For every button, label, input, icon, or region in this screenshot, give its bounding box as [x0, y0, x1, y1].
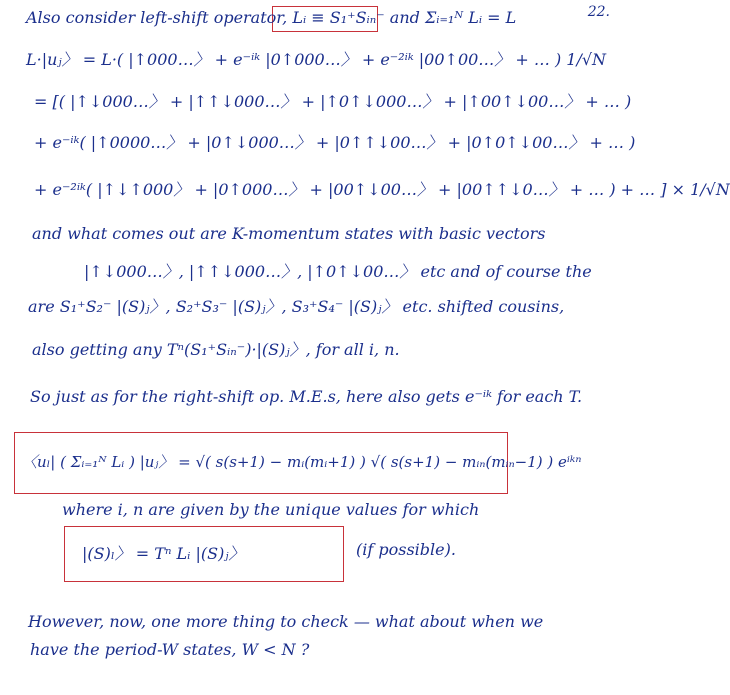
line-8: are S₁⁺S₂⁻ |(S)ⱼ〉, S₂⁺S₃⁻ |(S)ⱼ〉, S₃⁺S₄⁻ |(S)ⱼ〉 etc. shifted cousins,: [28, 297, 565, 316]
line-10: So just as for the right-shift op. M.E.s, here also gets e⁻ⁱᵏ for each T.: [30, 387, 583, 406]
line-5: + e⁻²ⁱᵏ( |↑↓↑000〉 + |0↑000…〉 + |00↑↓00…〉 + |00↑↑↓0…〉 + … ) + … ] × 1/√N: [34, 180, 730, 199]
page-number: 22.: [587, 4, 610, 20]
line-3: = [( |↑↓000…〉 + |↑↑↓000…〉 + |↑0↑↓000…〉 + |↑00↑↓00…〉 + … ): [34, 92, 632, 111]
line-13: |(S)ₗ〉 = Tⁿ Lᵢ |(S)ⱼ〉: [82, 544, 245, 563]
line-1: Also consider left-shift operator, Lᵢ ≡ S₁⁺Sᵢₙ⁻ and Σᵢ₌₁ᴺ Lᵢ = L: [26, 8, 517, 27]
line-7: |↑↓000…〉, |↑↑↓000…〉, |↑0↑↓00…〉 etc and of course the: [84, 262, 592, 281]
line-12: where i, n are given by the unique values for which: [62, 500, 480, 519]
line-9: also getting any Tⁿ(S₁⁺Sᵢₙ⁻)·|(S)ⱼ〉, for all i, n.: [32, 340, 400, 359]
line-4: + e⁻ⁱᵏ( |↑0000…〉 + |0↑↓000…〉 + |0↑↑↓00…〉 + |0↑0↑↓00…〉 + … ): [34, 133, 636, 152]
line-13-note: (if possible).: [356, 540, 456, 559]
line-14: However, now, one more thing to check — what about when we: [28, 612, 544, 631]
line-11-result: 〈uₗ| ( Σᵢ₌₁ᴺ Lᵢ ) |uⱼ〉 = √( s(s+1) − mᵢ(mᵢ+1) ) √( s(s+1) − mᵢₙ(mᵢₙ−1) ) eⁱᵏⁿ: [22, 453, 582, 471]
line-2: L·|uⱼ〉 = L·( |↑000…〉 + e⁻ⁱᵏ |0↑000…〉 + e⁻²ⁱᵏ |00↑00…〉 + … ) 1/√N: [26, 50, 607, 69]
line-15: have the period-W states, W < N ?: [30, 640, 310, 659]
line-6: and what comes out are K-momentum states with basic vectors: [32, 224, 546, 243]
